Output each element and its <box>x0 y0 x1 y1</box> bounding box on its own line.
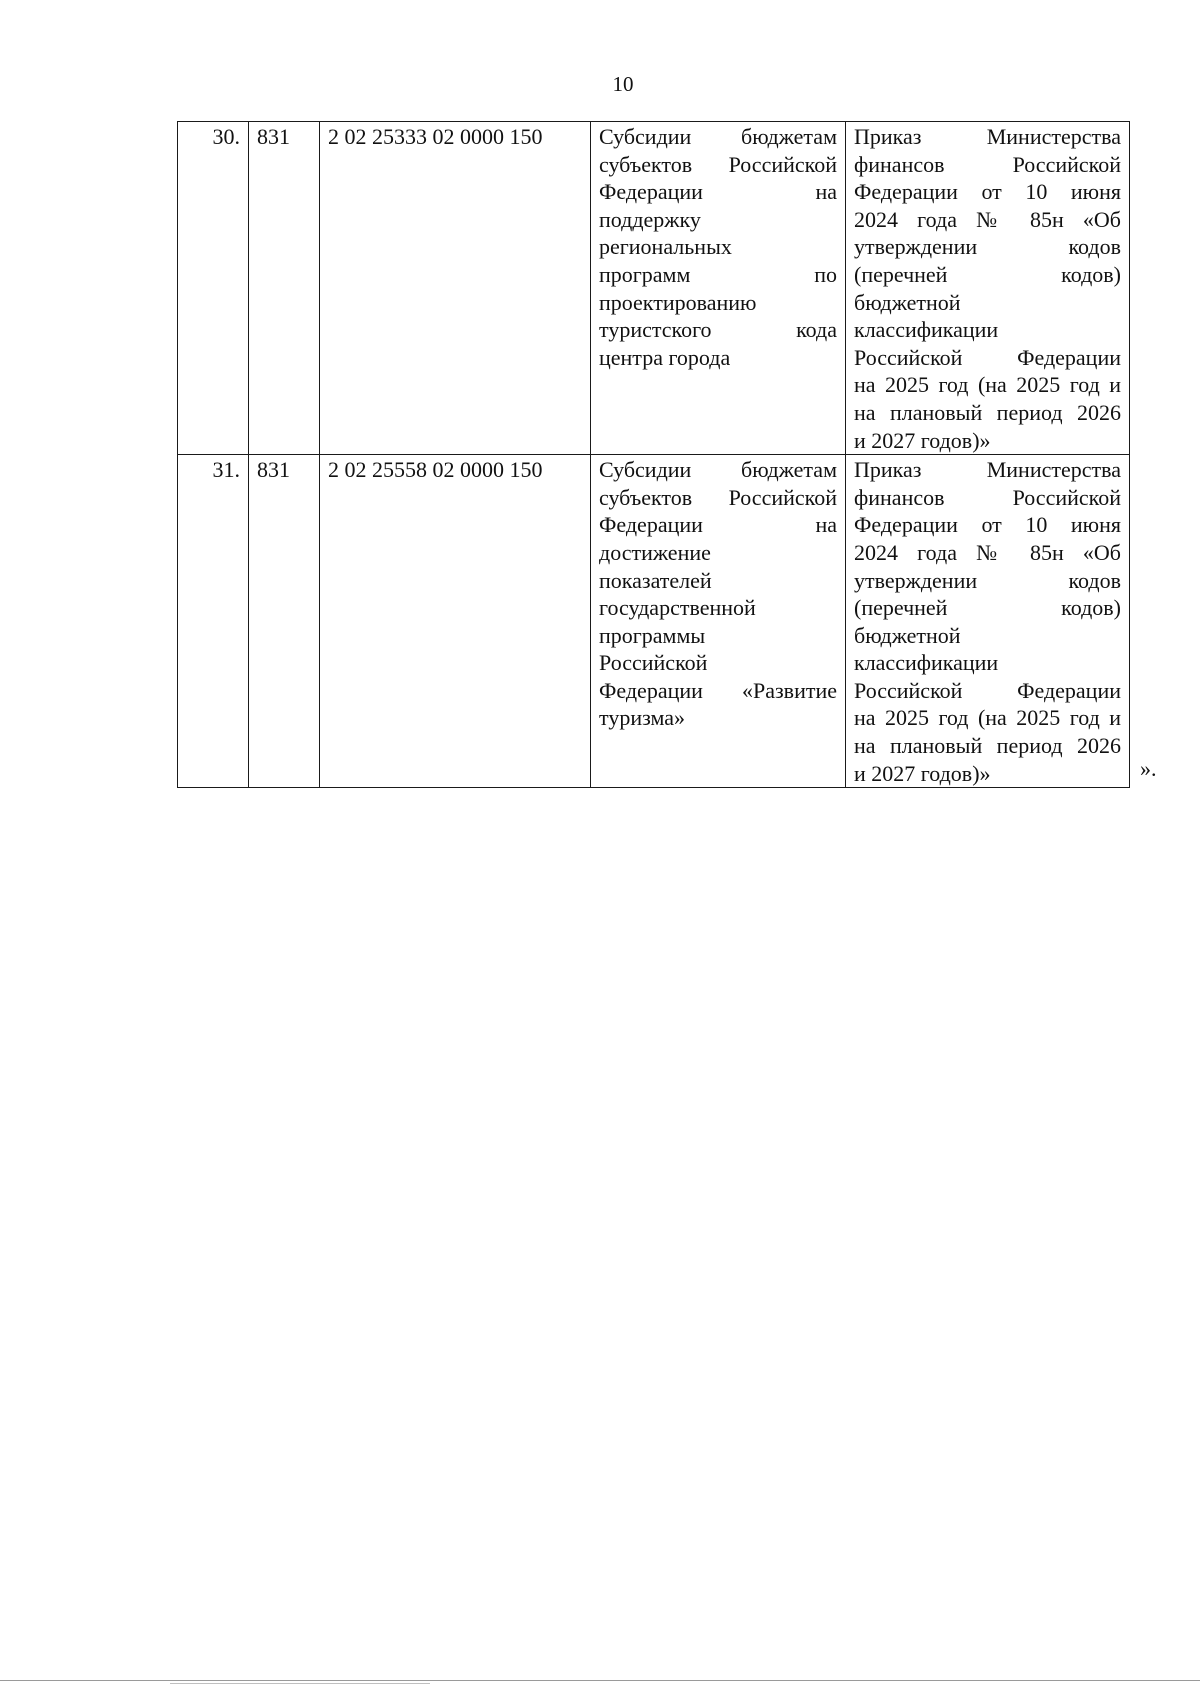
text-line: Субсидии бюджетам <box>599 124 837 149</box>
text-line: классификации <box>854 317 999 343</box>
text-line: (перечней кодов) <box>854 261 1121 287</box>
text-line: на плановый период 2026 <box>854 399 1121 425</box>
revenue-name-cell <box>591 455 846 788</box>
budget-codes-table <box>177 121 1130 788</box>
text-line: Приказ Министерства <box>854 124 1121 149</box>
page-number: 10 <box>612 72 634 96</box>
text-line: финансов Российской <box>854 484 1121 510</box>
text-line: Российской <box>599 650 708 676</box>
text-line: проектированию <box>599 289 757 315</box>
table-body <box>178 122 1130 788</box>
text-line: и 2027 годов)» <box>854 760 991 786</box>
text-line: Субсидии бюджетам <box>599 457 837 483</box>
text-line: на 2025 год (на 2025 год и <box>854 372 1121 398</box>
text-line: (перечней кодов) <box>854 595 1121 621</box>
text-line: Приказ Министерства <box>854 457 1121 483</box>
text-line: Российской Федерации <box>854 677 1121 703</box>
text-line: 2024 года № 85н «Об <box>854 206 1121 232</box>
text-line: финансов Российской <box>854 151 1121 177</box>
text-line: и 2027 годов)» <box>854 427 991 453</box>
text-line: субъектов Российской <box>599 151 837 177</box>
table-row <box>178 122 1130 455</box>
legal-basis-cell <box>846 455 1130 788</box>
text-line: Российской Федерации <box>854 344 1121 370</box>
budget-code-cell: 2 02 25333 02 0000 150 <box>320 122 591 455</box>
text-line: программы <box>599 622 706 648</box>
text-line: центра города <box>599 344 731 370</box>
text-line: туристского кода <box>599 317 837 343</box>
text-line: утверждении кодов <box>854 234 1121 260</box>
text-line: Федерации на <box>599 512 837 538</box>
legal-basis-cell <box>846 122 1130 455</box>
table-row <box>178 455 1130 788</box>
text-line: классификации <box>854 650 999 676</box>
text-line: показателей <box>599 567 712 593</box>
text-line: бюджетной <box>854 289 961 315</box>
budget-code-cell: 2 02 25558 02 0000 150 <box>320 455 591 788</box>
admin-code-cell: 831 <box>249 122 320 455</box>
text-line: государственной <box>599 595 756 621</box>
text-line: Федерации «Развитие <box>599 677 837 703</box>
text-line: туризма» <box>599 705 686 731</box>
closing-quote: ». <box>1140 756 1157 781</box>
text-line: 2024 года № 85н «Об <box>854 539 1121 565</box>
text-line: поддержку <box>599 206 701 232</box>
scan-edge-line <box>0 1680 1200 1681</box>
text-line: Федерации на <box>599 179 837 205</box>
admin-code-cell: 831 <box>249 455 320 788</box>
text-line: субъектов Российской <box>599 484 837 510</box>
text-line: на 2025 год (на 2025 год и <box>854 705 1121 731</box>
row-number-cell: 30. <box>178 122 249 455</box>
text-line: достижение <box>599 539 711 565</box>
row-number-cell: 31. <box>178 455 249 788</box>
text-line: Федерации от 10 июня <box>854 179 1121 205</box>
revenue-name-cell <box>591 122 846 455</box>
text-line: региональных <box>599 234 732 260</box>
text-line: утверждении кодов <box>854 567 1121 593</box>
text-line: программ по <box>599 261 837 287</box>
text-line: на плановый период 2026 <box>854 733 1121 759</box>
text-line: бюджетной <box>854 622 961 648</box>
text-line: Федерации от 10 июня <box>854 512 1121 538</box>
scan-edge-line <box>170 1683 430 1684</box>
